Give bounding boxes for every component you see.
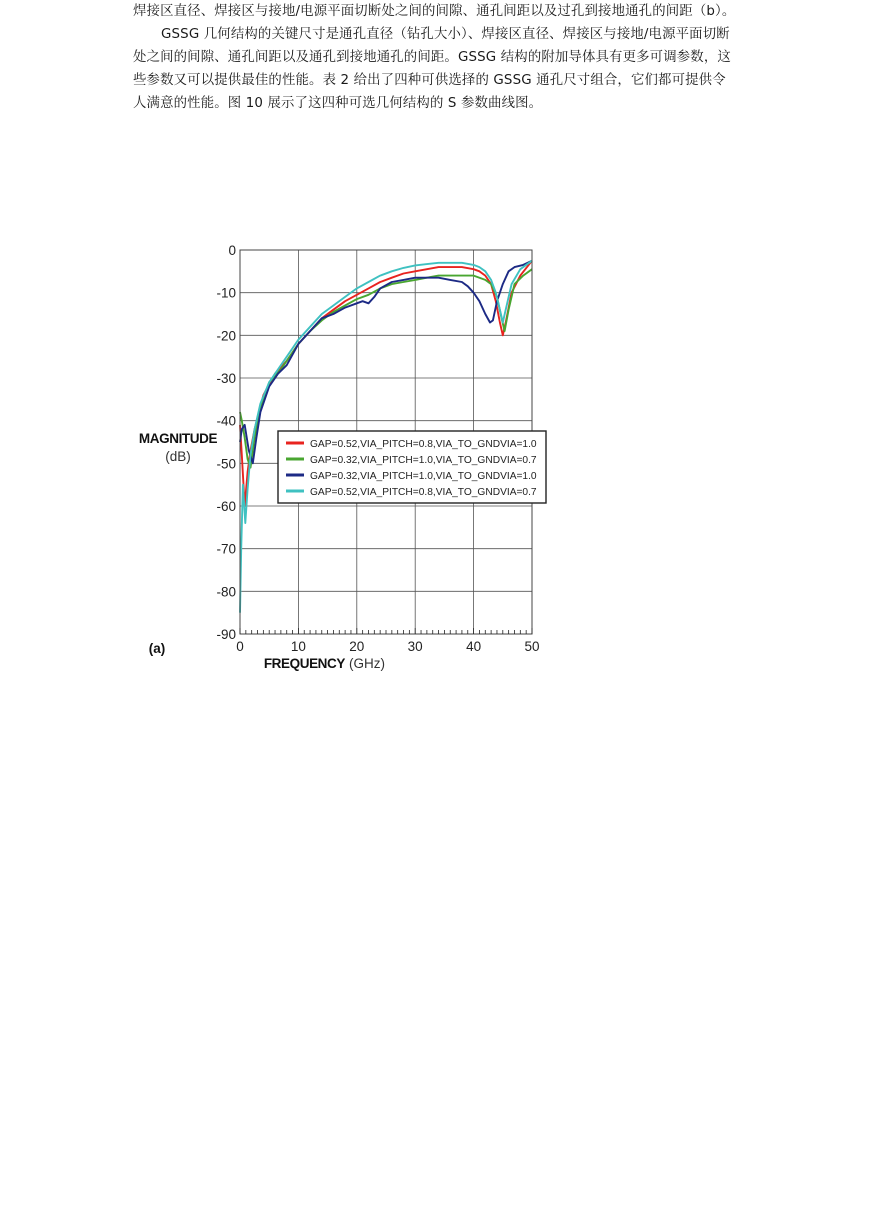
legend-entry-label: GAP=0.32,VIA_PITCH=1.0,VIA_TO_GNDVIA=0.7 [310, 455, 537, 466]
body-text [133, 0, 739, 115]
x-tick-label: 10 [290, 639, 306, 654]
legend [278, 431, 546, 503]
legend-entry-label: GAP=0.52,VIA_PITCH=0.8,VIA_TO_GNDVIA=1.0 [310, 439, 537, 450]
paragraph-2: GSSG 几何结构的关键尺寸是通孔直径（钻孔大小）、焊接区直径、焊接区与接地/电源平面切断处之间的间隙、通孔间距以及通孔到接地通孔的间距。GSSG 结构的附加导体具有更多可调参数，这些参数又可以提供最佳的性能。表 2 给出了四种可供选择的 GSSG 通孔尺寸组合，它们都可提供令人满意的性能。图 10 展示了这四种可选几何结构的 S 参数曲线图。 [133, 27, 731, 111]
y-tick-label: -20 [216, 328, 236, 344]
y-tick-label: -60 [216, 499, 236, 514]
x-axis-unit: (GHz) [349, 656, 385, 671]
y-tick-label: -40 [216, 413, 236, 429]
legend-entry-label: GAP=0.52,VIA_PITCH=0.8,VIA_TO_GNDVIA=0.7 [310, 487, 537, 498]
y-tick-label: -50 [216, 456, 236, 472]
y-tick-label: -30 [216, 371, 236, 386]
y-tick-label: -10 [216, 285, 236, 301]
y-tick-label: -90 [216, 627, 236, 642]
y-tick-label: -70 [216, 541, 236, 557]
paragraph-1: 焊接区直径、焊接区与接地/电源平面切断处之间的间隙、通孔间距以及过孔到接地通孔的间距（b）。 [133, 4, 736, 19]
x-axis-label: FREQUENCY [263, 656, 345, 671]
x-tick-label: 50 [524, 639, 540, 654]
s-parameter-figure [130, 238, 560, 678]
s-parameter-chart [130, 238, 560, 678]
x-tick-label: 30 [407, 639, 423, 654]
y-axis-unit: (dB) [165, 449, 191, 464]
y-axis-label: MAGNITUDE [138, 431, 218, 446]
legend-entry-label: GAP=0.32,VIA_PITCH=1.0,VIA_TO_GNDVIA=1.0 [310, 471, 537, 482]
panel-label: (a) [148, 641, 166, 656]
x-tick-label: 0 [236, 639, 244, 654]
y-tick-label: 0 [228, 243, 236, 258]
x-tick-label: 20 [349, 639, 365, 654]
x-tick-label: 40 [466, 639, 482, 654]
y-tick-label: -80 [216, 584, 236, 600]
